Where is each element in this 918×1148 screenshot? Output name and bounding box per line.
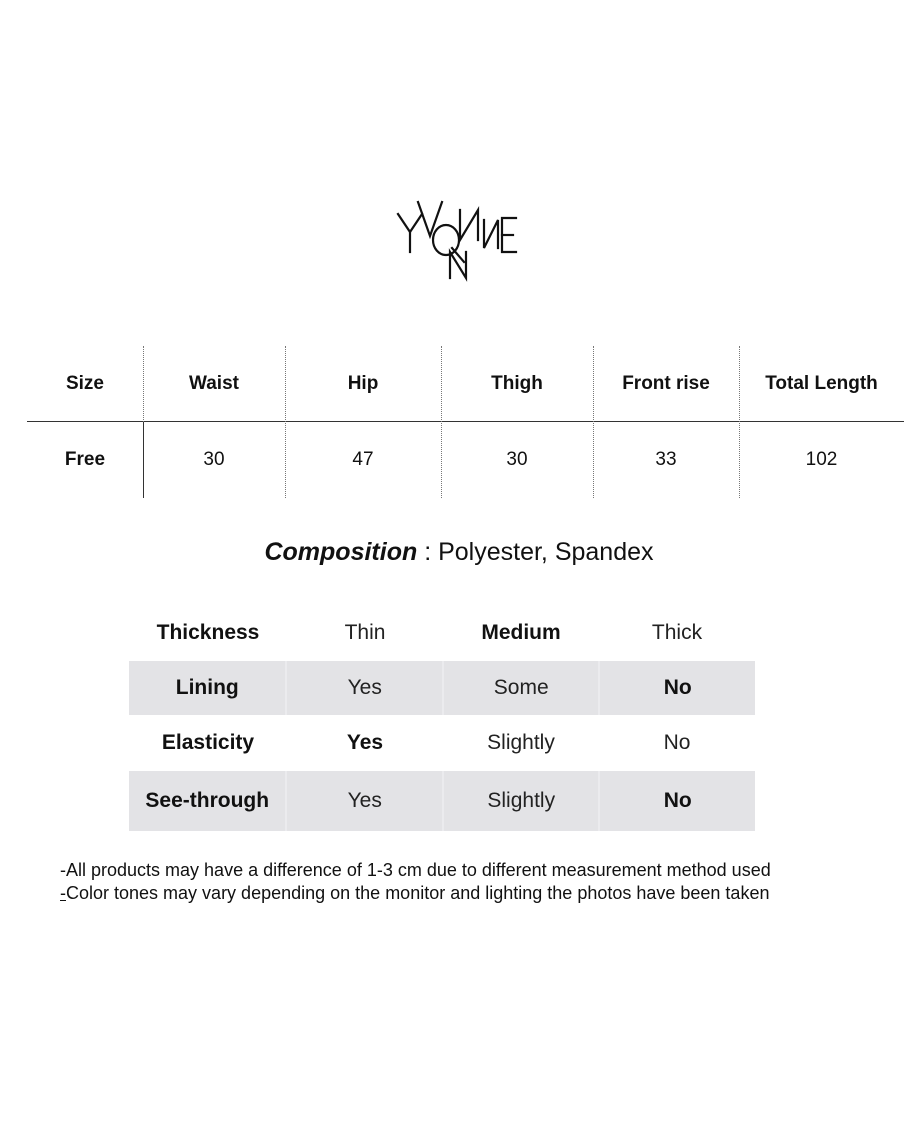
header-size: Size [65,373,105,394]
header-total-length: Total Length [765,373,878,394]
note-dash: - [60,883,66,903]
column-divider [143,346,144,422]
attribute-name: See-through [145,789,270,812]
attribute-option: Thick [651,621,703,644]
column-divider [593,346,594,498]
header-waist: Waist [189,373,239,394]
size-table-header [27,346,904,422]
attribute-option: No [663,731,691,754]
cell-total-length: 102 [805,449,838,470]
note-color-text: Color tones may vary depending on the monitor and lighting the photos have been taken [66,883,770,903]
attribute-option: No [598,661,755,715]
cell-waist: 30 [203,449,225,470]
attribute-name: Elasticity [161,731,255,754]
composition-value: Polyester, Spandex [438,538,654,566]
attribute-name: Lining [175,676,239,699]
brand-logo [380,196,540,286]
attribute-option: No [598,771,755,831]
attribute-row-thickness [129,605,755,661]
attribute-option: Medium [481,621,561,644]
attribute-option: Thin [344,621,386,644]
note-color [60,882,771,905]
composition-label: Composition [264,538,418,566]
size-table [27,346,904,498]
composition-separator: : [417,538,439,566]
attribute-option: Slightly [442,771,599,831]
header-thigh: Thigh [491,373,543,394]
cell-thigh: 30 [506,449,528,470]
header-front-rise: Front rise [622,373,710,394]
column-divider [441,346,442,498]
attribute-option: Slightly [487,731,555,754]
attribute-row-see-through [129,771,755,831]
column-divider [143,422,144,498]
yvonne-logo-icon [380,196,540,286]
attribute-row-lining [129,661,755,715]
attribute-option: Yes [285,771,442,831]
note-measurement: -All products may have a difference of 1-3 cm due to different measurement method used [60,860,771,880]
header-hip: Hip [347,373,379,394]
attribute-row-elasticity [129,715,755,771]
attribute-option: Yes [285,661,442,715]
table-row [27,422,904,498]
fabric-attributes-table [129,605,755,831]
composition-line [0,538,918,567]
attribute-name: Thickness [156,621,260,644]
column-divider [285,346,286,498]
disclaimer-notes [60,859,771,905]
cell-size: Free [64,449,106,470]
cell-front-rise: 33 [655,449,677,470]
attribute-option: Some [442,661,599,715]
column-divider [739,346,740,498]
cell-hip: 47 [352,449,374,470]
attribute-option: Yes [346,731,384,754]
